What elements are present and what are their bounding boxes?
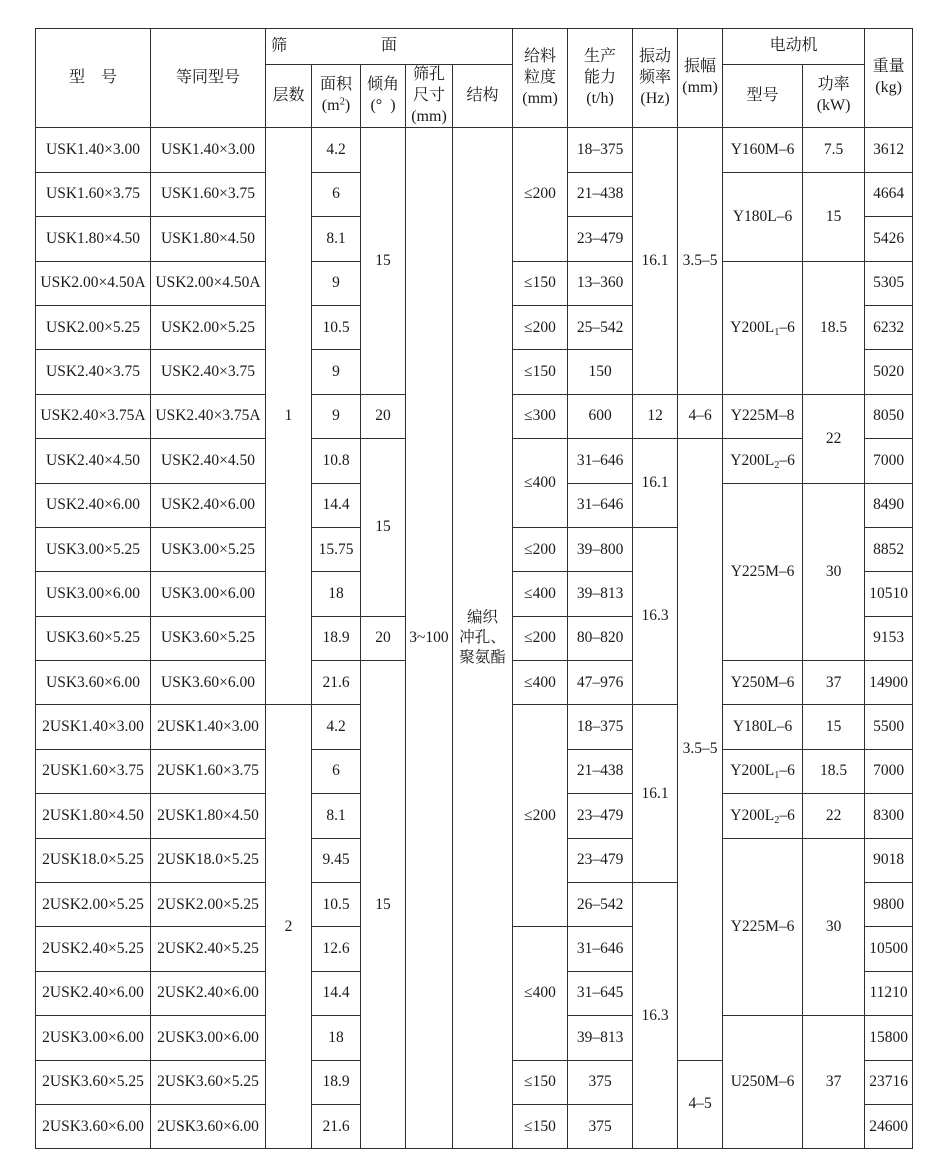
table-row [36, 128, 913, 172]
cell-incline: 15 [361, 439, 406, 617]
cell-weight: 7000 [865, 749, 913, 793]
cell-motor_power: 37 [803, 1016, 865, 1149]
cell-model: 2USK3.00×6.00 [36, 1016, 151, 1060]
cell-weight: 10500 [865, 927, 913, 971]
cell-feed_size: ≤150 [513, 1104, 568, 1148]
cell-feed_size: ≤200 [513, 527, 568, 571]
cell-weight: 23716 [865, 1060, 913, 1104]
cell-motor_power: 22 [803, 794, 865, 838]
cell-capacity: 375 [568, 1104, 633, 1148]
cell-motor_model: Y180L–6 [723, 172, 803, 261]
cell-weight: 5500 [865, 705, 913, 749]
cell-weight: 14900 [865, 661, 913, 705]
col-header-layers: 层数 [266, 65, 312, 128]
cell-model: 2USK2.40×5.25 [36, 927, 151, 971]
cell-weight: 5426 [865, 217, 913, 261]
cell-weight: 8300 [865, 794, 913, 838]
cell-motor_model: Y160M–6 [723, 128, 803, 172]
cell-model: USK1.60×3.75 [36, 172, 151, 216]
cell-weight: 8490 [865, 483, 913, 527]
cell-weight: 5020 [865, 350, 913, 394]
cell-area: 6 [312, 749, 361, 793]
cell-capacity: 31–646 [568, 483, 633, 527]
cell-equivalent: USK3.00×5.25 [151, 527, 266, 571]
cell-area: 14.4 [312, 483, 361, 527]
col-header-structure: 结构 [453, 65, 513, 128]
cell-capacity: 375 [568, 1060, 633, 1104]
cell-equivalent: 2USK3.60×5.25 [151, 1060, 266, 1104]
cell-capacity: 47–976 [568, 661, 633, 705]
cell-motor_power: 15 [803, 172, 865, 261]
cell-weight: 8852 [865, 527, 913, 571]
cell-motor_model: $Y200L_1-6$ [723, 749, 803, 793]
cell-mesh_size: 3~100 [406, 128, 453, 1149]
cell-model: USK2.40×3.75A [36, 394, 151, 438]
cell-weight: 11210 [865, 971, 913, 1015]
cell-equivalent: 2USK2.40×6.00 [151, 971, 266, 1015]
cell-layers: 1 [266, 128, 312, 705]
cell-frequency: 12 [633, 394, 678, 438]
cell-capacity: 18–375 [568, 128, 633, 172]
cell-motor_model: Y180L–6 [723, 705, 803, 749]
screen-surface-label-surface: 面 [381, 37, 398, 55]
cell-capacity: 31–646 [568, 927, 633, 971]
cell-area: 4.2 [312, 128, 361, 172]
cell-motor_power: 30 [803, 483, 865, 661]
cell-equivalent: 2USK1.40×3.00 [151, 705, 266, 749]
col-header-incline: 倾角 (° ) [361, 65, 406, 128]
cell-equivalent: 2USK1.60×3.75 [151, 749, 266, 793]
col-header-amplitude: 振幅 (mm) [678, 29, 723, 128]
cell-capacity: 21–438 [568, 172, 633, 216]
cell-amplitude: 4–5 [678, 1060, 723, 1149]
cell-equivalent: 2USK1.80×4.50 [151, 794, 266, 838]
cell-area: 10.5 [312, 883, 361, 927]
cell-equivalent: USK2.40×3.75 [151, 350, 266, 394]
cell-area: 18 [312, 1016, 361, 1060]
cell-area: 15.75 [312, 527, 361, 571]
cell-model: USK3.00×6.00 [36, 572, 151, 616]
cell-area: 18.9 [312, 616, 361, 660]
cell-feed_size: ≤200 [513, 705, 568, 927]
cell-equivalent: 2USK3.60×6.00 [151, 1104, 266, 1148]
cell-capacity: 600 [568, 394, 633, 438]
cell-layers: 2 [266, 705, 312, 1149]
cell-equivalent: USK3.00×6.00 [151, 572, 266, 616]
cell-model: 2USK1.60×3.75 [36, 749, 151, 793]
cell-feed_size: ≤200 [513, 128, 568, 261]
cell-incline: 15 [361, 661, 406, 1149]
cell-motor_power: 18.5 [803, 261, 865, 394]
cell-area: 21.6 [312, 1104, 361, 1148]
cell-capacity: 31–646 [568, 439, 633, 483]
cell-feed_size: ≤200 [513, 305, 568, 349]
cell-feed_size: ≤150 [513, 350, 568, 394]
cell-model: 2USK2.00×5.25 [36, 883, 151, 927]
cell-capacity: 31–645 [568, 971, 633, 1015]
col-header-feed-size: 给料 粒度 (mm) [513, 29, 568, 128]
header-row-1 [36, 29, 913, 65]
cell-amplitude: 4–6 [678, 394, 723, 438]
cell-weight: 5305 [865, 261, 913, 305]
cell-weight: 9018 [865, 838, 913, 882]
cell-capacity: 39–813 [568, 1016, 633, 1060]
cell-feed_size: ≤200 [513, 616, 568, 660]
cell-weight: 3612 [865, 128, 913, 172]
cell-feed_size: ≤400 [513, 439, 568, 528]
cell-equivalent: USK2.00×4.50A [151, 261, 266, 305]
cell-model: USK2.40×3.75 [36, 350, 151, 394]
col-header-screen-surface [266, 29, 513, 65]
cell-capacity: 23–479 [568, 794, 633, 838]
cell-motor_power: 7.5 [803, 128, 865, 172]
cell-motor_model: Y250M–6 [723, 661, 803, 705]
cell-equivalent: 2USK18.0×5.25 [151, 838, 266, 882]
cell-capacity: 150 [568, 350, 633, 394]
cell-frequency: 16.1 [633, 439, 678, 528]
cell-capacity: 80–820 [568, 616, 633, 660]
cell-motor_model: $Y200L_2-6$ [723, 794, 803, 838]
cell-area: 8.1 [312, 794, 361, 838]
cell-weight: 9153 [865, 616, 913, 660]
cell-motor_model: $Y200L_2-6$ [723, 439, 803, 483]
cell-model: USK2.40×6.00 [36, 483, 151, 527]
col-header-frequency: 振动 频率 (Hz) [633, 29, 678, 128]
cell-motor_model: Y225M–6 [723, 483, 803, 661]
cell-frequency: 16.1 [633, 705, 678, 883]
cell-model: USK1.40×3.00 [36, 128, 151, 172]
cell-motor_power: 18.5 [803, 749, 865, 793]
cell-motor_power: 22 [803, 394, 865, 483]
cell-area: 10.8 [312, 439, 361, 483]
cell-model: USK3.60×5.25 [36, 616, 151, 660]
cell-area: 4.2 [312, 705, 361, 749]
table-header [36, 29, 913, 128]
cell-weight: 8050 [865, 394, 913, 438]
cell-area: 8.1 [312, 217, 361, 261]
cell-equivalent: 2USK3.00×6.00 [151, 1016, 266, 1060]
cell-amplitude: 3.5–5 [678, 128, 723, 394]
cell-motor_model: Y225M–8 [723, 394, 803, 438]
cell-model: 2USK18.0×5.25 [36, 838, 151, 882]
cell-capacity: 25–542 [568, 305, 633, 349]
cell-motor_model: U250M–6 [723, 1016, 803, 1149]
col-header-equivalent: 等同型号 [151, 29, 266, 128]
cell-motor_power: 37 [803, 661, 865, 705]
cell-equivalent: USK3.60×6.00 [151, 661, 266, 705]
cell-weight: 10510 [865, 572, 913, 616]
cell-weight: 24600 [865, 1104, 913, 1148]
cell-model: USK2.40×4.50 [36, 439, 151, 483]
cell-amplitude: 3.5–5 [678, 439, 723, 1060]
cell-capacity: 23–479 [568, 217, 633, 261]
cell-area: 9 [312, 350, 361, 394]
cell-equivalent: 2USK2.40×5.25 [151, 927, 266, 971]
col-header-model: 型 号 [36, 29, 151, 128]
cell-incline: 15 [361, 128, 406, 394]
screen-surface-label-sieve: 筛 [271, 37, 288, 55]
cell-structure: 编织 冲孔、 聚氨酯 [453, 128, 513, 1149]
cell-area: 9.45 [312, 838, 361, 882]
cell-equivalent: USK1.80×4.50 [151, 217, 266, 261]
cell-feed_size: ≤150 [513, 1060, 568, 1104]
cell-motor_model: $Y200L_1-6$ [723, 261, 803, 394]
cell-frequency: 16.1 [633, 128, 678, 394]
cell-model: 2USK1.80×4.50 [36, 794, 151, 838]
cell-equivalent: 2USK2.00×5.25 [151, 883, 266, 927]
cell-model: USK2.00×5.25 [36, 305, 151, 349]
usk-spec-table [35, 28, 913, 1149]
cell-area: 9 [312, 394, 361, 438]
cell-model: USK3.60×6.00 [36, 661, 151, 705]
cell-equivalent: USK2.40×6.00 [151, 483, 266, 527]
col-header-motor-model: 型号 [723, 65, 803, 128]
cell-capacity: 13–360 [568, 261, 633, 305]
cell-weight: 9800 [865, 883, 913, 927]
col-header-motor: 电动机 [723, 29, 865, 65]
cell-area: 6 [312, 172, 361, 216]
cell-model: 2USK3.60×6.00 [36, 1104, 151, 1148]
cell-equivalent: USK1.40×3.00 [151, 128, 266, 172]
cell-area: 10.5 [312, 305, 361, 349]
col-header-motor-power: 功率 (kW) [803, 65, 865, 128]
cell-capacity: 26–542 [568, 883, 633, 927]
cell-weight: 7000 [865, 439, 913, 483]
cell-capacity: 23–479 [568, 838, 633, 882]
cell-capacity: 21–438 [568, 749, 633, 793]
cell-capacity: 39–813 [568, 572, 633, 616]
table-body [36, 128, 913, 1149]
cell-equivalent: USK2.00×5.25 [151, 305, 266, 349]
cell-area: 14.4 [312, 971, 361, 1015]
cell-model: USK2.00×4.50A [36, 261, 151, 305]
cell-model: 2USK3.60×5.25 [36, 1060, 151, 1104]
cell-motor_model: Y225M–6 [723, 838, 803, 1016]
cell-area: 18 [312, 572, 361, 616]
cell-feed_size: ≤150 [513, 261, 568, 305]
col-header-weight: 重量 (kg) [865, 29, 913, 128]
cell-frequency: 16.3 [633, 527, 678, 705]
col-header-capacity: 生产 能力 (t/h) [568, 29, 633, 128]
cell-feed_size: ≤400 [513, 572, 568, 616]
cell-area: 21.6 [312, 661, 361, 705]
cell-weight: 4664 [865, 172, 913, 216]
cell-motor_power: 30 [803, 838, 865, 1016]
cell-equivalent: USK2.40×3.75A [151, 394, 266, 438]
col-header-area: 面积 $(m^2)$ [312, 65, 361, 128]
cell-model: 2USK2.40×6.00 [36, 971, 151, 1015]
cell-equivalent: USK2.40×4.50 [151, 439, 266, 483]
cell-feed_size: ≤300 [513, 394, 568, 438]
cell-area: 12.6 [312, 927, 361, 971]
cell-motor_power: 15 [803, 705, 865, 749]
cell-model: USK1.80×4.50 [36, 217, 151, 261]
cell-incline: 20 [361, 616, 406, 660]
cell-feed_size: ≤400 [513, 927, 568, 1060]
cell-feed_size: ≤400 [513, 661, 568, 705]
cell-weight: 6232 [865, 305, 913, 349]
cell-weight: 15800 [865, 1016, 913, 1060]
cell-capacity: 18–375 [568, 705, 633, 749]
col-header-mesh-size: 筛孔 尺寸 (mm) [406, 65, 453, 128]
cell-model: 2USK1.40×3.00 [36, 705, 151, 749]
cell-frequency: 16.3 [633, 883, 678, 1149]
cell-model: USK3.00×5.25 [36, 527, 151, 571]
cell-area: 9 [312, 261, 361, 305]
cell-equivalent: USK1.60×3.75 [151, 172, 266, 216]
cell-incline: 20 [361, 394, 406, 438]
cell-area: 18.9 [312, 1060, 361, 1104]
cell-capacity: 39–800 [568, 527, 633, 571]
cell-equivalent: USK3.60×5.25 [151, 616, 266, 660]
